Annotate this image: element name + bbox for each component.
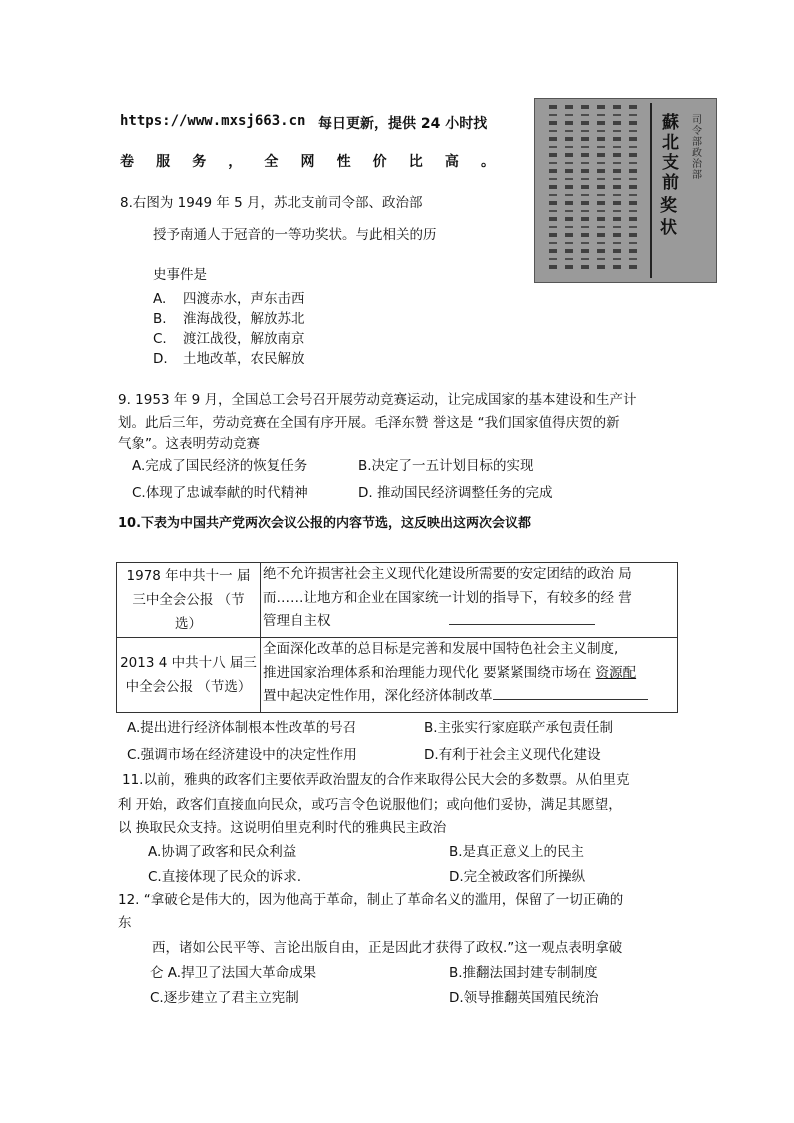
- answer-blank: [493, 685, 648, 700]
- header-char: 卷: [120, 154, 134, 170]
- cell-line: 全面深化改革的总目标是完善和发展中国特色社会主义制度,: [263, 641, 619, 657]
- q9-option-a[interactable]: A.完成了国民经济的恢复任务: [132, 458, 308, 474]
- header-char: ，: [228, 154, 243, 170]
- q9-option-b[interactable]: B.决定了一五计划目标的实现: [358, 458, 534, 474]
- q8-option-a[interactable]: [153, 287, 305, 307]
- cell-line: 三中全会公报 （节: [132, 592, 245, 608]
- q8-stem-line1: 8.右图为 1949 年 5 月，苏北支前司令部、政治部: [120, 195, 423, 211]
- option-text: 淮海战役，解放苏北: [183, 311, 305, 327]
- table-cell-body: [261, 563, 678, 638]
- q8-stem-line3: 史事件是: [153, 267, 207, 283]
- q12-option-a[interactable]: 仑 A.捍卫了法国大革命成果: [150, 965, 317, 981]
- option-label: B.: [153, 311, 167, 327]
- option-text: 渡江战役，解放南京: [183, 331, 305, 347]
- cell-text: 管理自主权: [263, 613, 331, 629]
- header-char: 。: [480, 154, 495, 170]
- cell-line: 1978 年中共十一 届: [126, 568, 251, 584]
- cell-line: 选）: [175, 616, 202, 632]
- q10-option-b[interactable]: B.主张实行家庭联产承包责任制: [424, 720, 614, 736]
- header-char: 务: [192, 154, 207, 170]
- q10-option-a[interactable]: A.提出进行经济体制根本性改革的号召: [127, 720, 357, 736]
- q12-stem-line1: 12. “拿破仑是伟大的，因为他高于革命，制止了革命名义的滥用，保留了一切正确的: [118, 892, 624, 908]
- q12-option-d[interactable]: D.领导推翻英国殖民统治: [449, 990, 599, 1006]
- table-cell-head: [117, 638, 261, 713]
- q11-option-a[interactable]: A.协调了政客和民众利益: [148, 844, 297, 860]
- table-cell-head: [117, 563, 261, 638]
- header-char: 全: [264, 154, 279, 170]
- q9-stem-line1: 9. 1953 年 9 月，全国总工会号召开展劳动竞赛运动，让完成国家的基本建设和生产计: [118, 392, 637, 408]
- header-char: 网: [300, 154, 315, 170]
- option-text: 土地改革，农民解放: [183, 351, 305, 367]
- cell-text: 置中起决定性作用，深化经济体制改革: [263, 688, 493, 704]
- option-label: A.: [153, 291, 167, 307]
- header-char: 高: [444, 154, 459, 170]
- cell-line: 中全会公报 （节选）: [125, 679, 252, 695]
- q12-option-c[interactable]: C.逐步建立了君主立宪制: [150, 990, 299, 1006]
- cell-line: 而……让地方和企业在国家统一计划的指导下，有较多的经 营: [263, 589, 632, 606]
- header-url[interactable]: https://www.mxsj663.cn: [120, 113, 306, 129]
- q10-option-d[interactable]: D.有利于社会主义现代化建设: [424, 747, 601, 763]
- q11-option-b[interactable]: B.是真正意义上的民主: [449, 844, 585, 860]
- q11-stem-line2: 利 开始，政客们直接血向民众，或巧言令色说服他们；或向他们妥协，满足其愿望，: [118, 797, 622, 813]
- header-char: 服: [156, 154, 171, 170]
- q9-option-c[interactable]: C.体现了忠诚奉献的时代精神: [132, 485, 308, 501]
- cell-line: 绝不允许损害社会主义现代化建设所需要的安定团结的政治 局: [263, 566, 632, 582]
- cell-line: [263, 662, 677, 686]
- certificate-caption: 奖状: [660, 196, 677, 238]
- q10-table: [116, 562, 678, 713]
- table-row: [117, 563, 678, 638]
- header-char: 性: [336, 154, 351, 170]
- q9-stem-line3: 气象”。这表明劳动竞赛: [118, 436, 260, 452]
- table-row: [117, 638, 678, 713]
- certificate-title: 蘇北支前: [662, 113, 679, 193]
- q10-option-c[interactable]: C.强调市场在经济建设中的决定性作用: [127, 747, 357, 763]
- q9-stem-line2: 划。此后三年，劳动竞赛在全国有序开展。毛泽东赞 誉这是 “我们国家值得庆贺的新: [118, 415, 620, 431]
- header-char: 比: [408, 154, 423, 170]
- certificate-subtitle: 司令部政治部: [692, 115, 702, 181]
- q10-stem: 10.下表为中国共产党两次会议公报的内容节选，这反映出这两次会议都: [118, 516, 532, 531]
- q8-stem-line2: 授予南通人于冠音的一等功奖状。与此相关的历: [153, 227, 437, 243]
- header-char: 价: [372, 154, 387, 170]
- option-text: 四渡赤水，声东击西: [183, 291, 305, 307]
- cell-text: 推进国家治理体系和治理能力现代化 要紧紧围绕市场在: [263, 664, 596, 681]
- answer-blank: [449, 610, 595, 625]
- q12-stem-line2: 东: [118, 915, 132, 931]
- table-cell-body: [261, 638, 678, 713]
- q8-option-d[interactable]: [153, 347, 305, 367]
- q11-option-d[interactable]: D.完全被政客们所操纵: [449, 869, 586, 885]
- award-certificate-photo: [534, 98, 717, 283]
- q12-option-b[interactable]: B.推翻法国封建专制制度: [449, 965, 598, 981]
- q11-stem-line3: 以 换取民众支持。这说明伯里克利时代的雅典民主政治: [118, 820, 447, 836]
- q11-option-c[interactable]: C.直接体现了民众的诉求.: [148, 869, 302, 885]
- q8-option-b[interactable]: [153, 307, 305, 327]
- option-label: D.: [153, 351, 168, 367]
- q8-option-c[interactable]: [153, 327, 305, 347]
- cell-text-underlined: 资源配: [595, 664, 637, 681]
- cell-line: 2013 4 中共十八 届三: [120, 655, 257, 671]
- cell-line: [263, 610, 677, 634]
- q12-stem-line3: 西，诸如公民平等、言论出版自由，正是因此才获得了政权.”这一观点表明拿破: [152, 940, 623, 956]
- header-tagline: 每日更新，提供 24 小时找: [318, 116, 488, 132]
- q11-stem-line1: 11.以前，雅典的政客们主要依弄政治盟友的合作来取得公民大会的多数票。从伯里克: [122, 772, 630, 788]
- cell-line: [263, 685, 677, 709]
- q9-option-d[interactable]: D. 推动国民经济调整任务的完成: [358, 485, 553, 501]
- option-label: C.: [153, 331, 167, 347]
- header-line2: [120, 151, 495, 171]
